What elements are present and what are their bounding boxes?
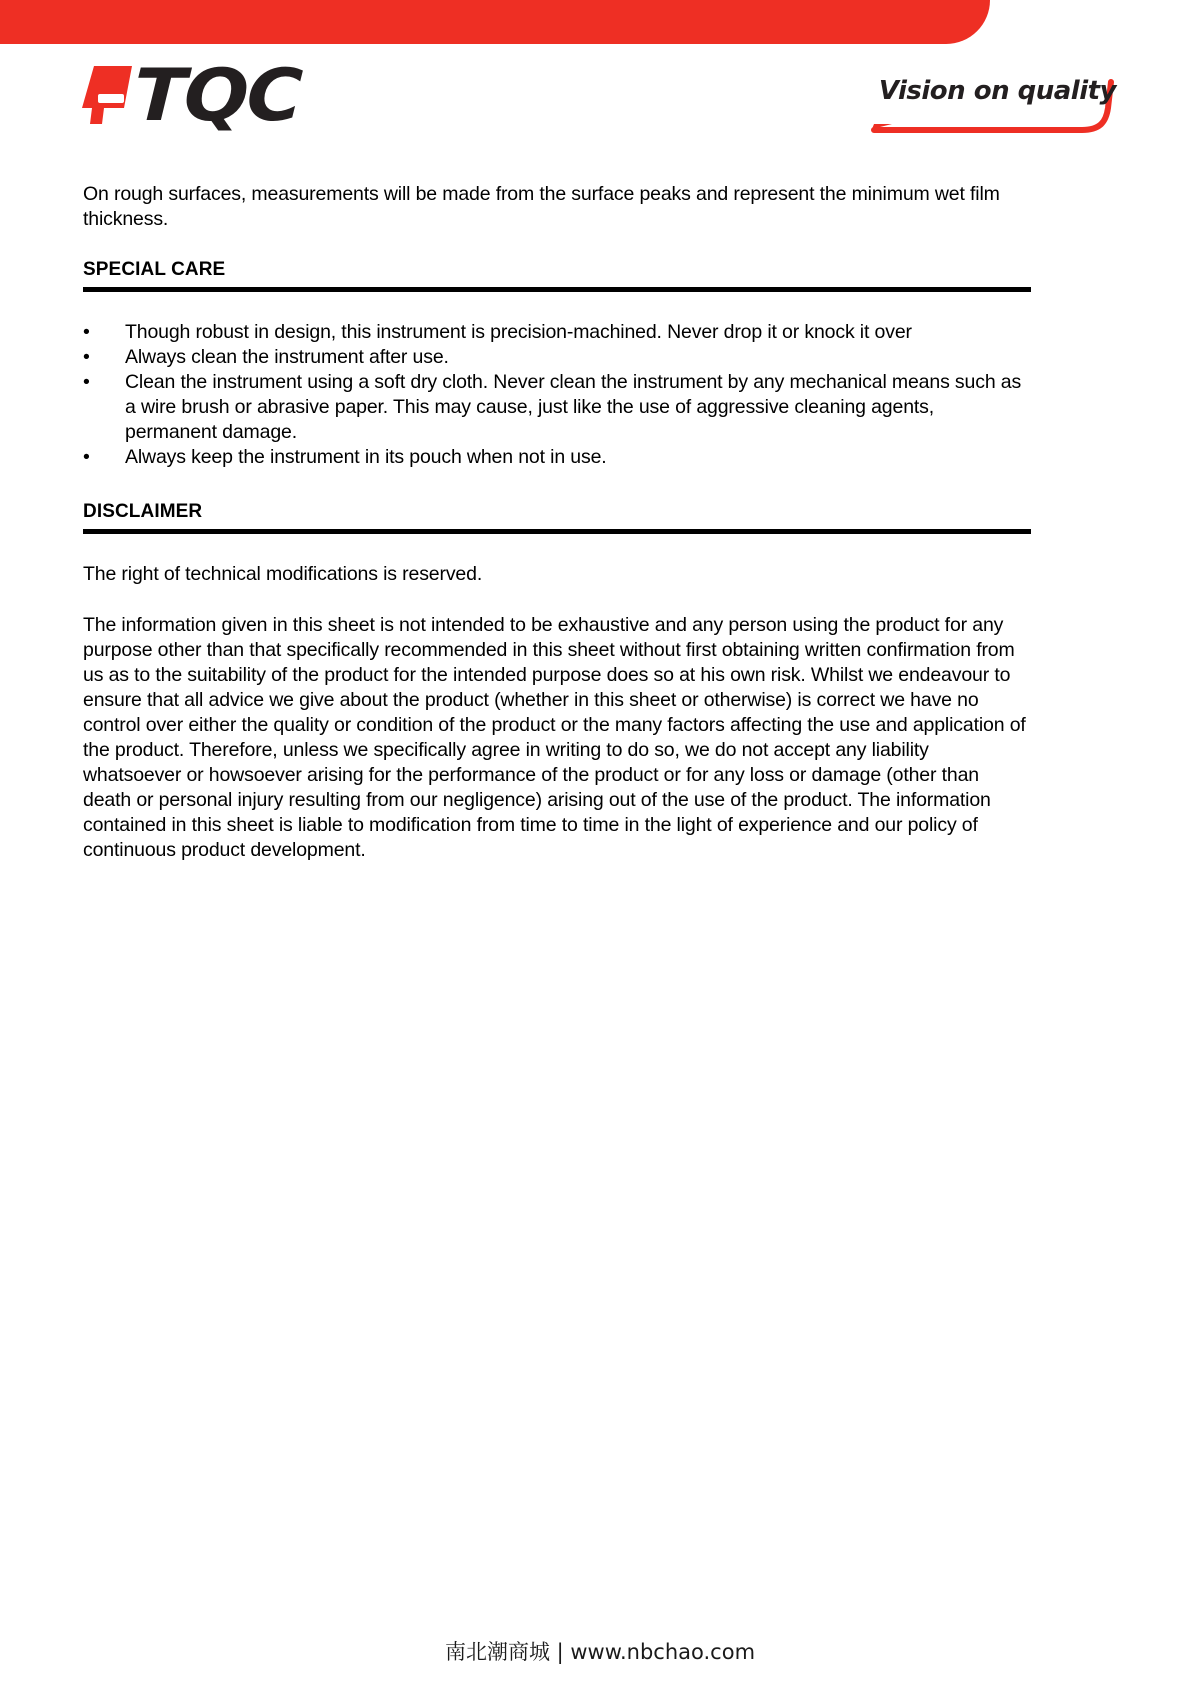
special-care-rule: [83, 287, 1031, 292]
bullet-icon: •: [83, 446, 90, 468]
section-special-care: [83, 258, 1031, 292]
tqc-logo-mark-icon: [80, 64, 136, 126]
list-item-label: Though robust in design, this instrument is precision-machined. Never drop it or knock it over: [125, 321, 912, 343]
section-disclaimer: [83, 500, 1031, 534]
special-care-list: [83, 320, 1031, 470]
spacer: [83, 232, 1031, 258]
intro-paragraph: On rough surfaces, measurements will be made from the surface peaks and represent the minimum wet film thickness.: [83, 183, 1000, 230]
list-item: [83, 320, 1031, 345]
page-footer: 南北潮商城 | www.nbchao.com: [444, 1640, 756, 1664]
list-item: [83, 370, 1031, 445]
spacer: [83, 470, 1031, 500]
list-item: [83, 345, 1031, 370]
bullet-icon: •: [83, 346, 90, 368]
special-care-heading: SPECIAL CARE: [83, 259, 226, 280]
header-red-banner: [0, 0, 990, 44]
disclaimer-paragraph-2: The information given in this sheet is not intended to be exhaustive and any person using the product for any purpose other than that specifically recommended in this sheet without first obtaining written confirmation from us as to the suitability of the product for the intended purpose does so at his own risk. Whilst we endeavour to ensure that all advice we give about the product (whether in this sheet or otherwise) is correct we have no control over either the quality or condition of the product or the many factors affecting the use and application of the product. Therefore, unless we specifically agree in writing to do so, we do not accept any liability whatsoever or howsoever arising for the performance of the product or for any loss or damage (other than death or personal injury resulting from our negligence) arising out of the use of the product. The information contained in this sheet is liable to modification from time to time in the light of experience and our policy of continuous product development.: [83, 614, 1026, 861]
spacer: [83, 536, 1031, 562]
list-item-label: Always clean the instrument after use.: [125, 346, 449, 368]
header-zone: [0, 44, 1200, 170]
spacer: [83, 587, 1031, 613]
list-item: [83, 445, 1031, 470]
disclaimer-heading: DISCLAIMER: [83, 501, 203, 522]
vision-on-quality-logo: [862, 60, 1122, 136]
tagline-text: Vision on quality: [878, 76, 1116, 106]
disclaimer-rule: [83, 529, 1031, 534]
spacer: [83, 294, 1031, 320]
bullet-icon: •: [83, 321, 90, 343]
disclaimer-paragraph-1: The right of technical modifications is reserved.: [83, 563, 483, 585]
document-body: [83, 182, 1031, 863]
list-item-label: Always keep the instrument in its pouch when not in use.: [125, 446, 607, 468]
list-item-label: Clean the instrument using a soft dry cloth. Never clean the instrument by any mechanical means such as a wire brush or abrasive paper. This may cause, just like the use of aggressive cleaning agents, permanent damage.: [125, 371, 1022, 443]
tqc-wordmark: TQC: [132, 53, 303, 137]
bullet-icon: •: [83, 371, 90, 393]
tqc-logo: [80, 53, 303, 137]
